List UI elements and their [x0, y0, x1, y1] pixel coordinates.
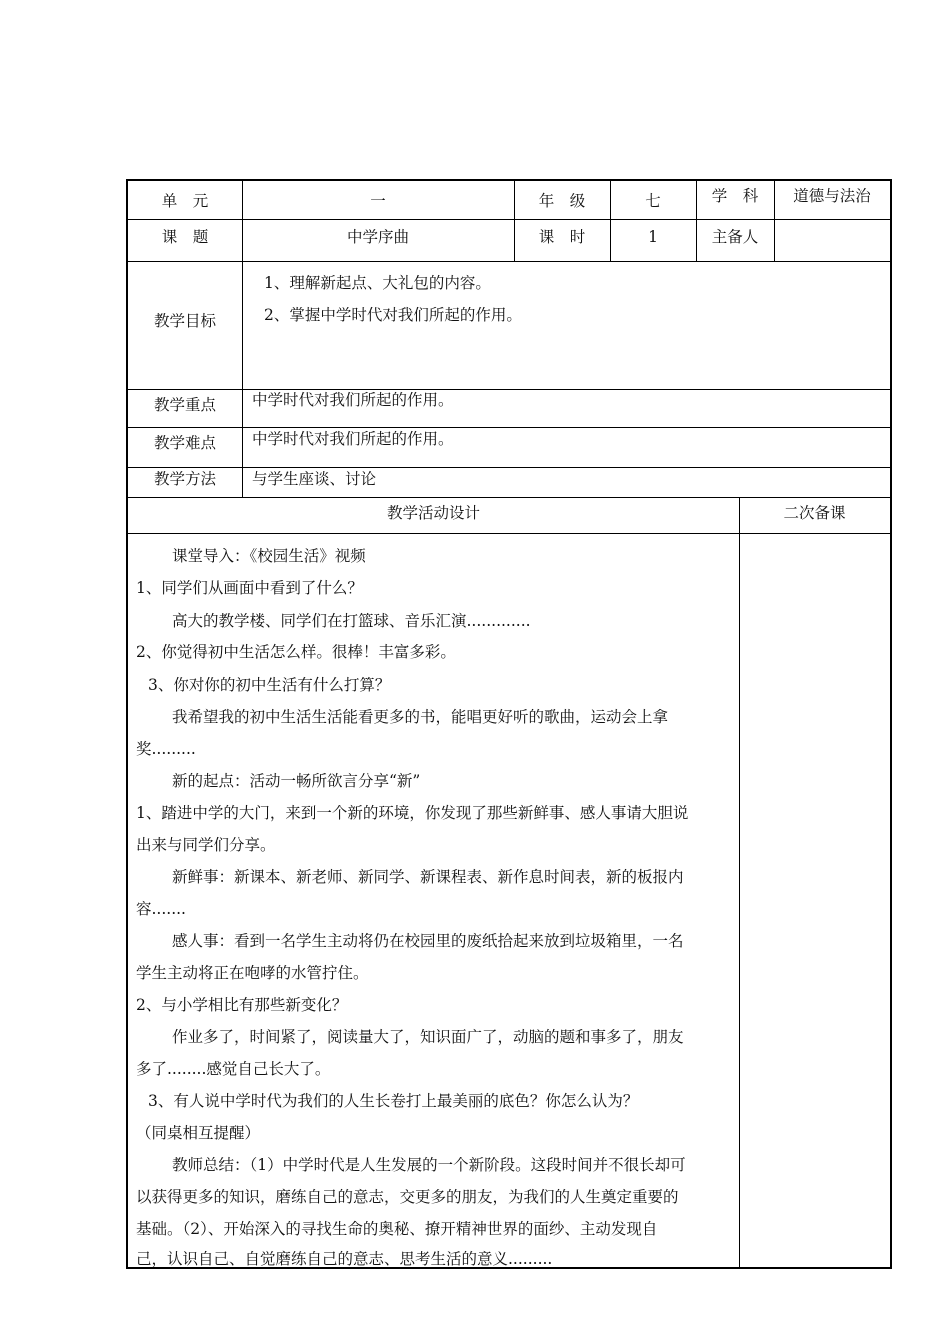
content-line: 1、同学们从画面中看到了什么？: [136, 579, 363, 597]
difficulty-label: 教学难点: [153, 434, 216, 452]
content-line: 2、与小学相比有那些新变化？: [136, 996, 348, 1014]
content-line: 3、你对你的初中生活有什么打算？: [148, 676, 391, 694]
focus-value: 中学时代对我们所起的作用。: [252, 391, 454, 409]
difficulty-value: 中学时代对我们所起的作用。: [252, 430, 454, 448]
design-title: 教学活动设计: [386, 504, 480, 522]
focus-label: 教学重点: [153, 396, 216, 414]
content-line: 高大的教学楼、同学们在打篮球、音乐汇演.............: [172, 612, 531, 630]
unit-label: 单 元: [161, 192, 209, 210]
content-line: 奖.........: [136, 740, 196, 758]
content-line: 1、踏进中学的大门，来到一个新的环境，你发现了那些新鲜事、感人事请大胆说: [136, 804, 689, 822]
content-line: 感人事：看到一名学生主动将仍在校园里的废纸拾起来放到垃圾箱里，一名: [172, 932, 684, 950]
content-line: 学生主动将正在咆哮的水管拧住。: [136, 964, 369, 982]
objective-item: 2、掌握中学时代对我们所起的作用。: [264, 306, 522, 324]
content-line: 我希望我的初中生活生活能看更多的书，能唱更好听的歌曲，运动会上拿: [172, 708, 669, 726]
method-label: 教学方法: [153, 470, 216, 488]
unit-value: 一: [370, 192, 386, 210]
content-line: 作业多了，时间紧了，阅读量大了，知识面广了，动脑的题和事多了，朋友: [172, 1028, 684, 1046]
content-line: 出来与同学们分享。: [136, 836, 276, 854]
grade-label: 年 级: [538, 192, 586, 210]
topic-value: 中学序曲: [346, 228, 409, 246]
content-line: 以获得更多的知识，磨练自己的意志，交更多的朋友，为我们的人生奠定重要的: [136, 1188, 679, 1206]
content-line: 3、有人说中学时代为我们的人生长卷打上最美丽的底色？你怎么认为？: [148, 1092, 639, 1110]
period-value: 1: [648, 228, 658, 246]
content-line: 容.......: [136, 900, 186, 918]
subject-label: 学 科: [711, 187, 759, 205]
content-line: 教师总结：（1）中学时代是人生发展的一个新阶段。这段时间并不很长却可: [172, 1156, 686, 1174]
lesson-plan-table: [126, 179, 892, 1269]
period-label: 课 时: [538, 228, 586, 246]
second-prep-title: 二次备课: [783, 504, 846, 522]
subject-value: 道德与法治: [793, 187, 871, 205]
content-line: 2、你觉得初中生活怎么样。很棒！丰富多彩。: [136, 643, 456, 661]
content-line: 多了........感觉自己长大了。: [136, 1060, 331, 1078]
content-line: 新的起点：活动一畅所欲言分享“新”: [172, 772, 421, 790]
preparer-label: 主备人: [711, 228, 759, 246]
objectives-label: 教学目标: [153, 312, 216, 330]
topic-label: 课 题: [161, 228, 209, 246]
content-line: 课堂导入：《校园生活》视频: [172, 547, 366, 565]
content-line: （同桌相互提醒）: [136, 1124, 261, 1142]
content-line: 己，认识自己、自觉磨练自己的意志、思考生活的意义.........: [136, 1250, 553, 1268]
method-value: 与学生座谈、讨论: [252, 470, 377, 488]
content-line: 基础。（2）、开始深入的寻找生命的奥秘、撩开精神世界的面纱、主动发现自: [136, 1220, 658, 1238]
content-line: 新鲜事：新课本、新老师、新同学、新课程表、新作息时间表，新的板报内: [172, 868, 684, 886]
objective-item: 1、理解新起点、大礼包的内容。: [264, 274, 491, 292]
grade-value: 七: [645, 192, 661, 210]
